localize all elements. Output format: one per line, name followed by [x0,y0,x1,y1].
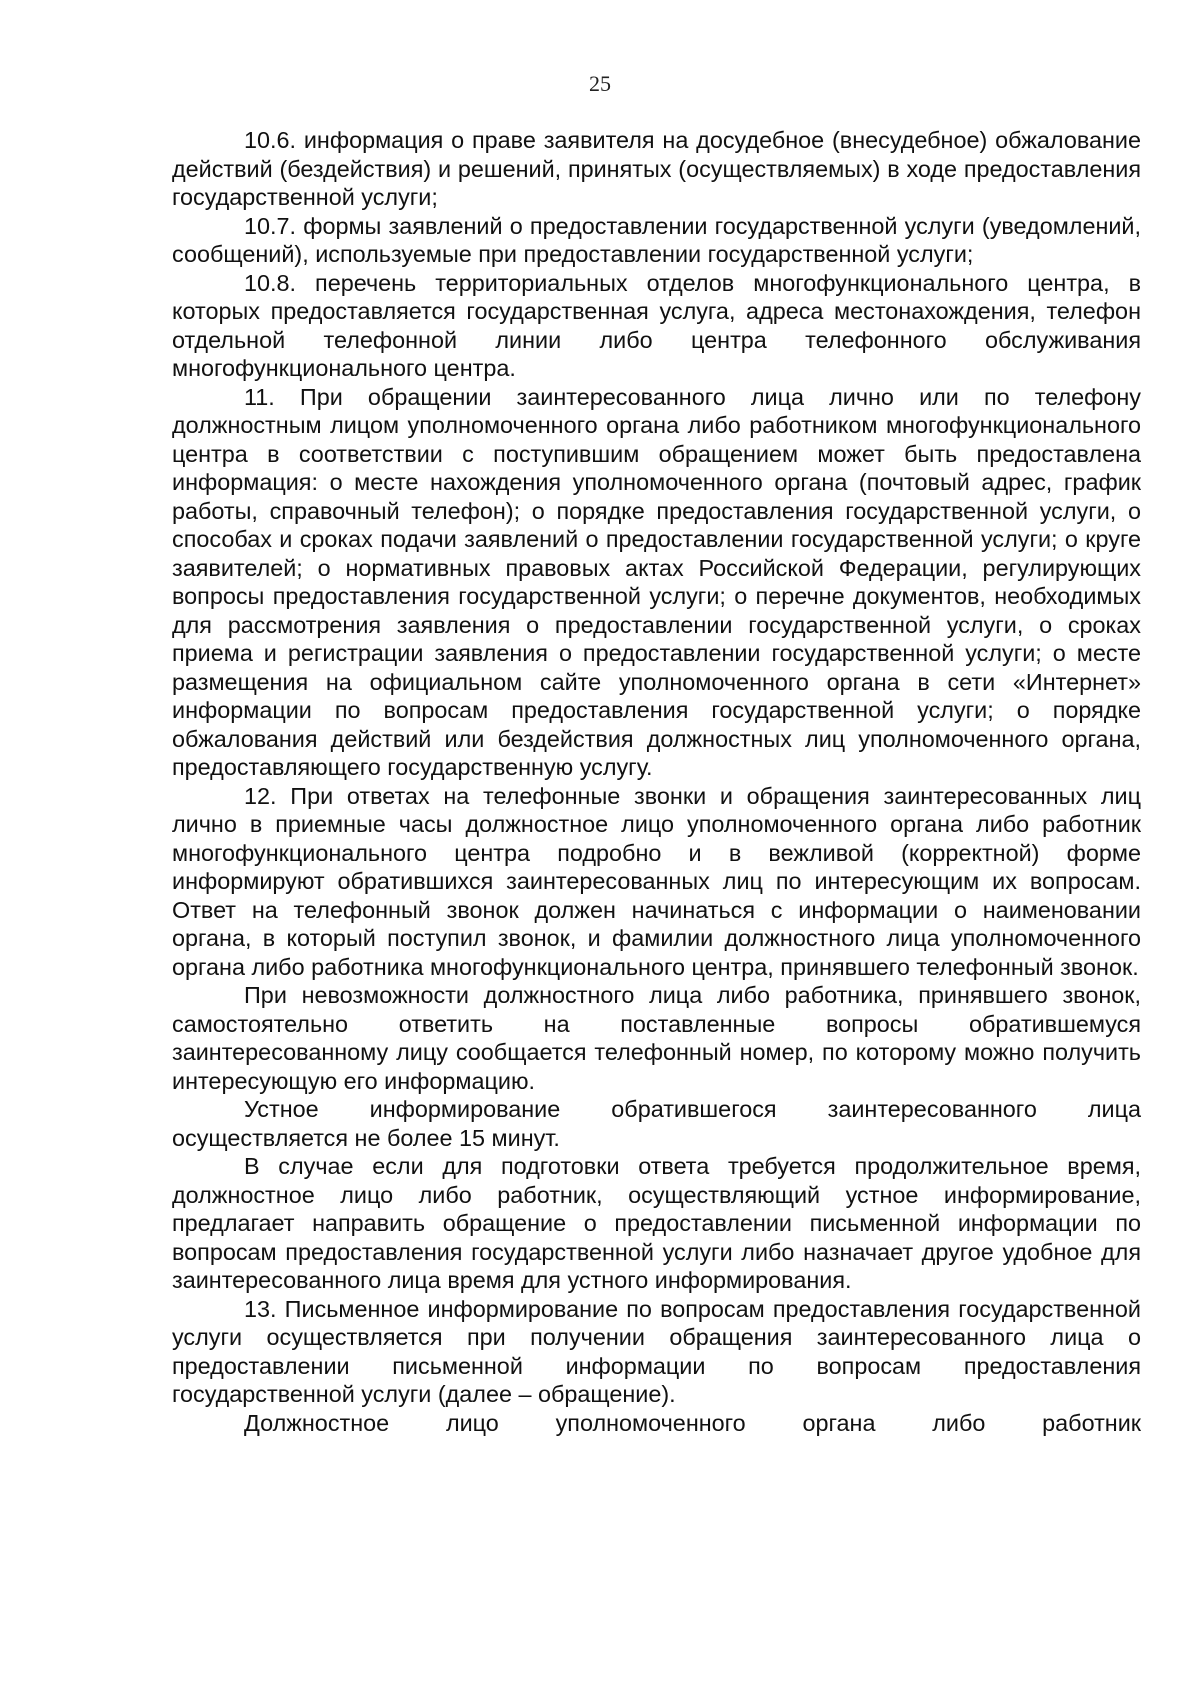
paragraph-13-official-continued: Должностное лицо уполномоченного органа либо работник [244,1409,1141,1436]
page-number: 25 [589,71,611,96]
paragraph-12-unable-to-answer: При невозможности должностного лица либо работника, принявшего звонок, самостоятельно ответить на поставленные вопросы обратившемуся заинтересованному лицу сообщается телефонный номер, по которому можно получить интересующую его информацию. [172,982,1141,1094]
paragraph-12-extended-time: В случае если для подготовки ответа требуется продолжительное время, должностное лицо либо работник, осуществляющий устное информирование, предлагает направить обращение о предоставлении письменной информации по вопросам предоставления государственной услуги либо назначает другое удобное для заинтересованного лица время для устного информирования. [172,1153,1141,1293]
paragraph-10-8: 10.8. перечень территориальных отделов многофункционального центра, в которых предоставляется государственная услуга, адреса местонахождения, телефон отдельной телефонной линии либо центра телефонного обслуживания многофункционального центра. [172,269,1141,381]
paragraph-10-7: 10.7. формы заявлений о предоставлении государственной услуги (уведомлений, сообщений), используемые при предоставлении государственной услуги; [172,212,1141,267]
document-body [172,126,1141,1437]
paragraph-11: 11. При обращении заинтересованного лица лично или по телефону должностным лицом уполномоченного органа либо работником многофункционального центра в соответствии с поступившим обращением может быть предоставлена информация: о месте нахождения уполномоченного органа (почтовый адрес, график работы, справочный телефон); о порядке предоставления государственной услуги, о способах и сроках подачи заявлений о предоставлении государственной услуги; о круге заявителей; о нормативных правовых актах Российской Федерации, регулирующих вопросы предоставления государственной услуги; о перечне документов, необходимых для рассмотрения заявления о предоставлении государственной услуги, о сроках приема и регистрации заявления о предоставлении государственной услуги; о месте размещения на официальном сайте уполномоченного органа в сети «Интернет» информации по вопросам предоставления государственной услуги; о порядке обжалования действий или бездействия должностных лиц уполномоченного органа, предоставляющего государственную услугу. [172,383,1141,780]
paragraph-13: 13. Письменное информирование по вопросам предоставления государственной услуги осуществляется при получении обращения заинтересованного лица о предоставлении письменной информации по вопросам предоставления государственной услуги (далее – обращение). [172,1295,1141,1407]
paragraph-10-6: 10.6. информация о праве заявителя на досудебное (внесудебное) обжалование действий (бездействия) и решений, принятых (осуществляемых) в ходе предоставления государственной услуги; [172,127,1141,210]
paragraph-12-oral-duration: Устное информирование обратившегося заинтересованного лица осуществляется не более 15 минут. [172,1096,1141,1151]
paragraph-12: 12. При ответах на телефонные звонки и обращения заинтересованных лиц лично в приемные часы должностное лицо уполномоченного органа либо работник многофункционального центра подробно и в вежливой (корректной) форме информируют обратившихся заинтересованных лиц по интересующим их вопросам. Ответ на телефонный звонок должен начинаться с информации о наименовании органа, в который поступил звонок, и фамилии должностного лица уполномоченного органа либо работника многофункционального центра, принявшего телефонный звонок. [172,782,1141,980]
